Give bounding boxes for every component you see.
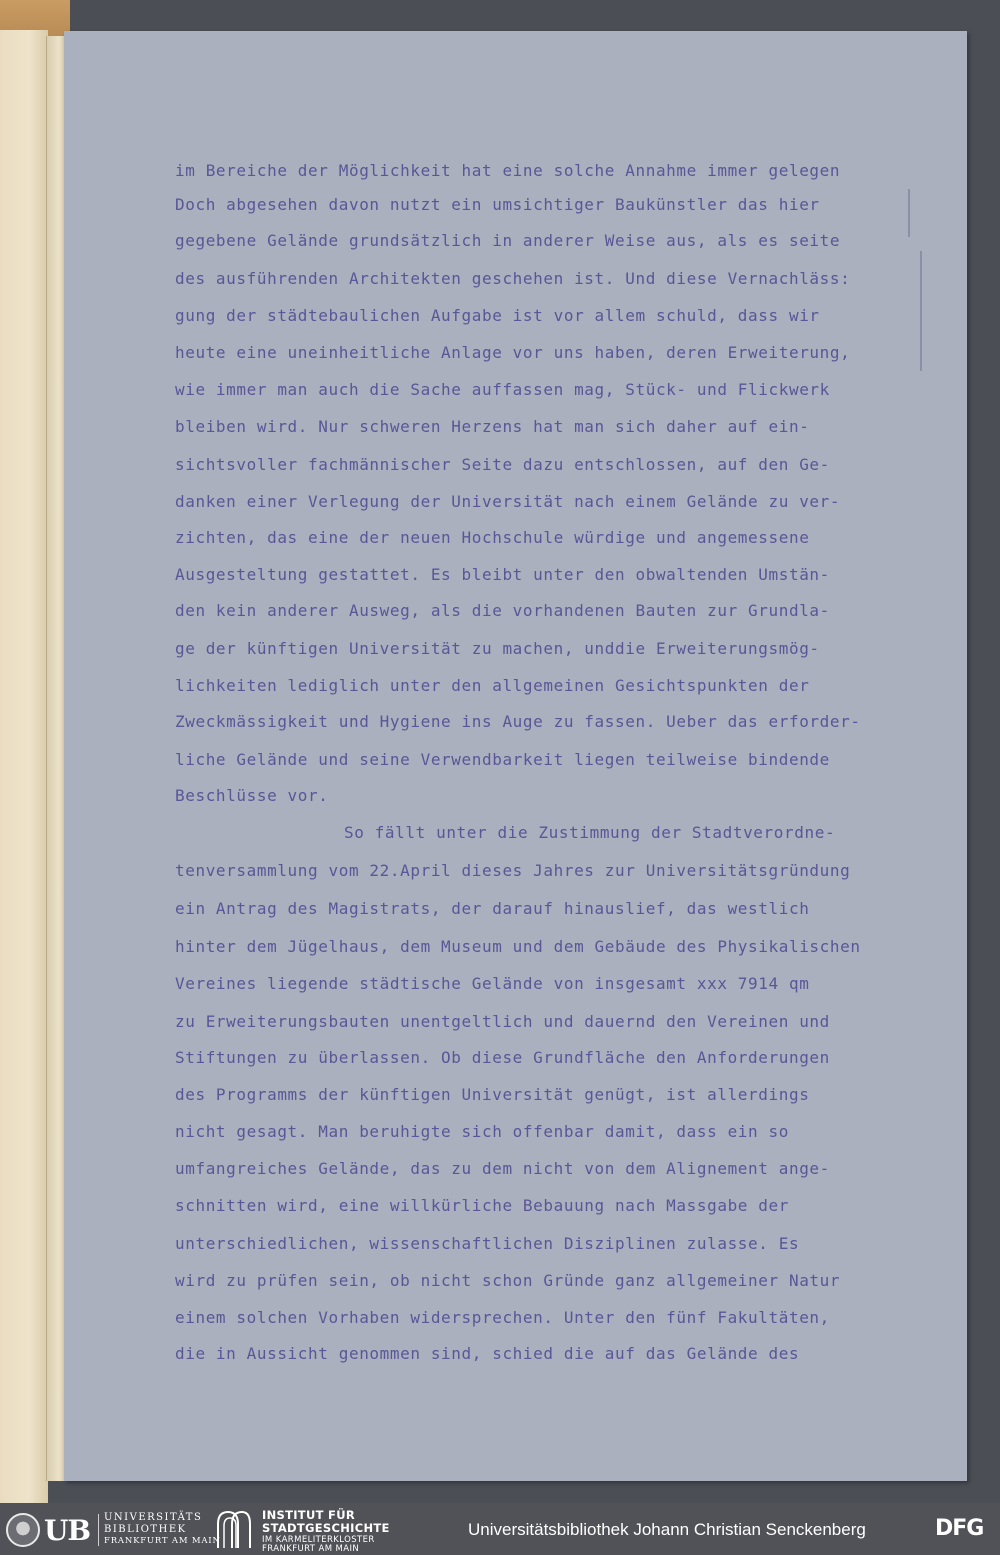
text-line: Stiftungen zu überlassen. Ob diese Grundfläche den Anforderungen: [175, 1048, 830, 1067]
text-line: liche Gelände und seine Verwendbarkeit liegen teilweise bindende: [175, 750, 830, 769]
text-line: des ausführenden Architekten geschehen ist. Und diese Vernachläss:: [175, 269, 851, 288]
library-title: Universitätsbibliothek Johann Christian Senckenberg: [468, 1520, 866, 1539]
text-line: hinter dem Jügelhaus, dem Museum und dem Gebäude des Physikalischen: [175, 937, 861, 956]
text-line: einem solchen Vorhaben widersprechen. Unter den fünf Fakultäten,: [175, 1308, 830, 1327]
ub-logo-line: FRANKFURT AM MAIN: [104, 1536, 221, 1546]
text-line: tenversammlung vom 22.April dieses Jahres zur Universitätsgründung: [175, 861, 851, 880]
text-line: des Programms der künftigen Universität genügt, ist allerdings: [175, 1085, 810, 1104]
text-line: lichkeiten lediglich unter den allgemeinen Gesichtspunkten der: [175, 676, 810, 695]
text-line: gegebene Gelände grundsätzlich in anderer Weise aus, als es seite: [175, 231, 841, 250]
text-line: gung der städtebaulichen Aufgabe ist vor allem schuld, dass wir: [175, 306, 820, 325]
text-line: wird zu prüfen sein, ob nicht schon Gründe ganz allgemeiner Natur: [175, 1271, 841, 1290]
text-line: zichten, das eine der neuen Hochschule würdige und angemessene: [175, 528, 810, 547]
isg-logo-line: STADTGESCHICHTE: [262, 1521, 390, 1535]
isg-logo[interactable]: [216, 1508, 416, 1552]
isg-logo-line: FRANKFURT AM MAIN: [262, 1544, 360, 1554]
dfg-logo[interactable]: DFG: [935, 1516, 984, 1541]
text-line: sichtsvoller fachmännischer Seite dazu entschlossen, auf den Ge-: [175, 455, 830, 474]
text-line: im Bereiche der Möglichkeit hat eine solche Annahme immer gelegen: [175, 161, 841, 180]
ub-logo-line: BIBLIOTHEK: [104, 1524, 187, 1535]
text-line: Zweckmässigkeit und Hygiene ins Auge zu fassen. Ueber das erforder-: [175, 712, 861, 731]
text-line: ein Antrag des Magistrats, der darauf hinauslief, das westlich: [175, 899, 810, 918]
binder-backing: [0, 30, 48, 1503]
text-line: den kein anderer Ausweg, als die vorhandenen Bauten zur Grundla-: [175, 601, 830, 620]
text-line: Vereines liegende städtische Gelände von insgesamt xxx 7914 qm: [175, 974, 810, 993]
text-line: Ausgesteltung gestattet. Es bleibt unter den obwaltenden Umstän-: [175, 565, 830, 584]
text-line: die in Aussicht genommen sind, schied die auf das Gelände des: [175, 1344, 800, 1363]
text-line: ge der künftigen Universität zu machen, unddie Erweiterungsmög-: [175, 639, 820, 658]
text-line: wie immer man auch die Sache auffassen mag, Stück- und Flickwerk: [175, 380, 830, 399]
text-line: So fällt unter die Zustimmung der Stadtverordne-: [344, 823, 836, 842]
isg-logo-line: IM KARMELITERKLOSTER: [262, 1535, 375, 1545]
text-line: nicht gesagt. Man beruhigte sich offenbar damit, dass ein so: [175, 1122, 789, 1141]
text-line: heute eine uneinheitliche Anlage vor uns haben, deren Erweiterung,: [175, 343, 851, 362]
document-page: [64, 31, 967, 1481]
portrait-seal-icon: [6, 1513, 40, 1547]
text-line: Doch abgesehen davon nutzt ein umsichtiger Baukünstler das hier: [175, 195, 820, 214]
text-line: zu Erweiterungsbauten unentgeltlich und dauernd den Vereinen und: [175, 1012, 830, 1031]
ub-logo-mark: UB: [44, 1514, 91, 1547]
margin-mark: [908, 189, 910, 237]
logo-divider: [98, 1514, 99, 1546]
text-line: schnitten wird, eine willkürliche Bebauung nach Massgabe der: [175, 1196, 789, 1215]
text-line: Beschlüsse vor.: [175, 786, 329, 805]
ub-logo-line: UNIVERSITÄTS: [104, 1512, 203, 1523]
text-line: unterschiedlichen, wissenschaftlichen Disziplinen zulasse. Es: [175, 1234, 800, 1253]
text-line: bleiben wird. Nur schweren Herzens hat man sich daher auf ein-: [175, 417, 810, 436]
text-line: danken einer Verlegung der Universität nach einem Gelände zu ver-: [175, 492, 841, 511]
margin-mark: [920, 251, 922, 371]
arches-icon: [216, 1510, 252, 1548]
text-line: umfangreiches Gelände, das zu dem nicht von dem Alignement ange-: [175, 1159, 830, 1178]
isg-logo-line: INSTITUT FÜR: [262, 1508, 355, 1522]
ub-logo[interactable]: [4, 1510, 221, 1550]
footer-bar: [0, 1503, 1000, 1555]
